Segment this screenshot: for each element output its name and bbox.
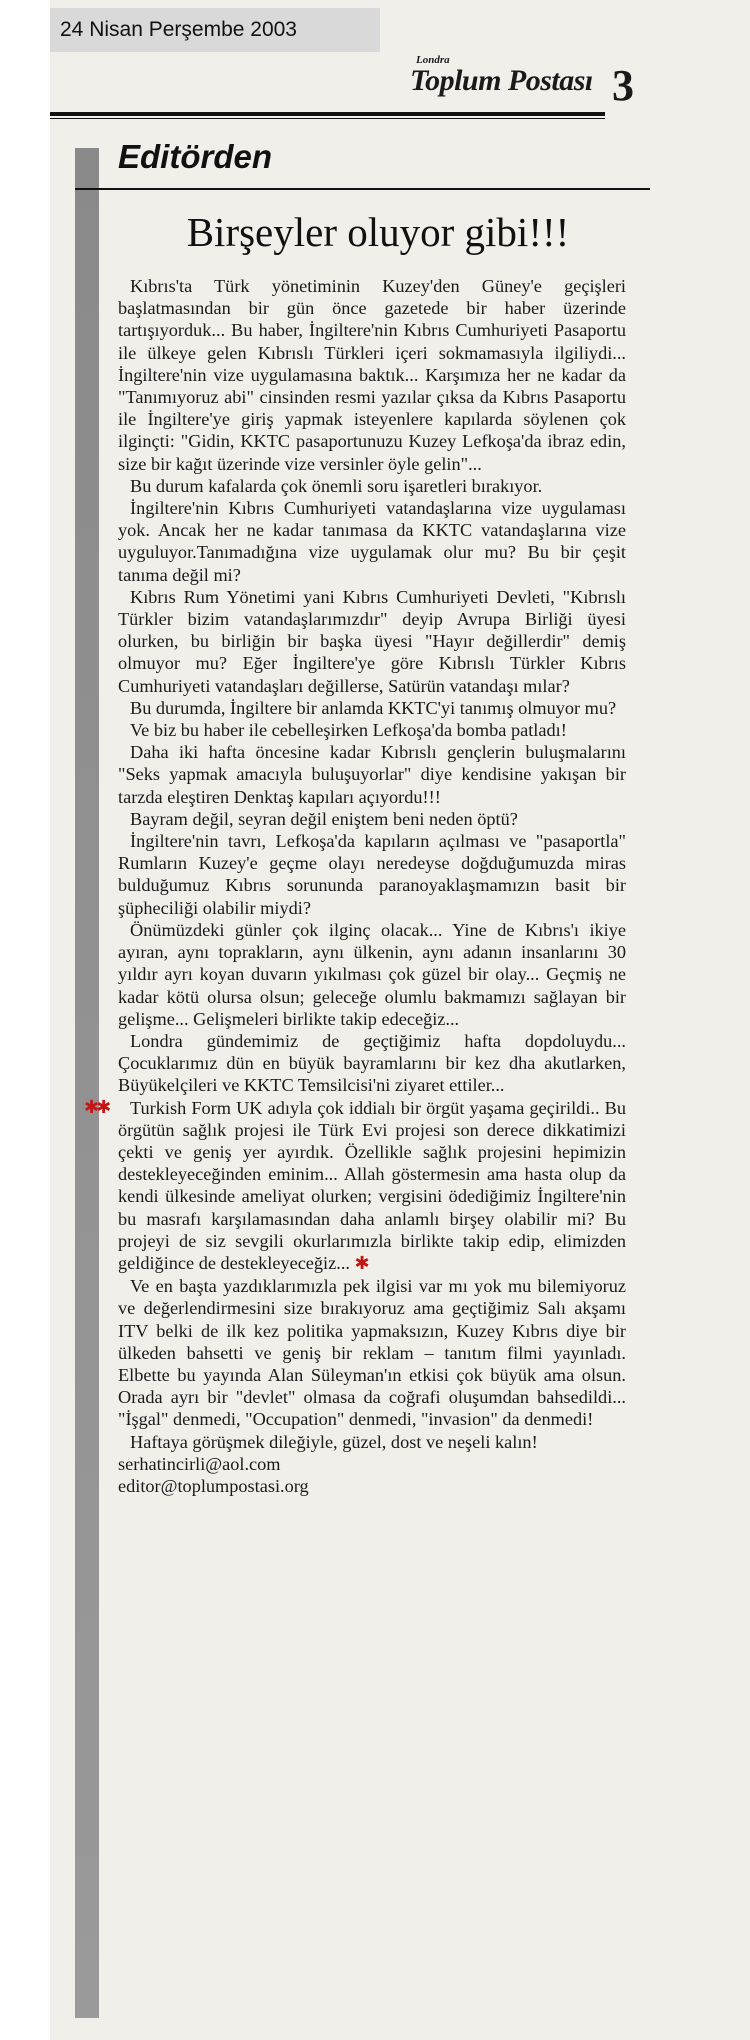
- headline: Birşeyler oluyor gibi!!!: [186, 209, 570, 255]
- paragraph: Ve en başta yazdıklarımızla pek ilgisi var mı yok mu bilemiyoruz ve değerlendirmesini size bırakıyoruz ama geçtiğimiz Salı akşamı ITV belki de ilk kez politika yapmaksızın, Kuzey Kıbrıs diye bir ülkeden bahsetti ve geniş bir reklam – tanıtım filmi yayınladı. Elbette bu yayında Alan Süleyman'ın etkisi çok büyük ama olsun. Orada ayrı bir "devlet" olmasa da coğrafi oluşumdan bahsedildi... "İşgal" denmedi, "Occupation" denmedi, "invasion" da denmedi!: [118, 1276, 626, 1430]
- paper-city: Londra: [416, 54, 450, 66]
- paper-name: Toplum Postası: [410, 64, 593, 97]
- issue-date: 24 Nisan Perşembe 2003: [50, 8, 380, 52]
- paragraph: İngiltere'nin tavrı, Lefkoşa'da kapıların açılması ve "pasaportla" Rumların Kuzey'e geçme olayı neredeyse doğduğumuzda miras bulduğumuz Kıbrıs sorununda paranoyaklaşmamızın basit bir şüpheciliği olabilir miydi?: [118, 831, 626, 918]
- paragraph: Bu durum kafalarda çok önemli soru işaretleri bırakıyor.: [130, 475, 543, 496]
- paragraph: Bu durumda, İngiltere bir anlamda KKTC'yi tanımış olmuyor mu?: [130, 697, 617, 718]
- red-asterisk-mark-icon: ✱: [354, 1252, 370, 1274]
- signature-email: editor@toplumpostasi.org: [118, 1475, 309, 1496]
- header-rule-thin: [50, 118, 605, 119]
- header-rule: [50, 112, 605, 116]
- column-sidebar-bar: [75, 148, 99, 2018]
- article-body: [84, 275, 626, 1497]
- paragraph: Bayram değil, seyran değil eniştem beni neden öptü?: [130, 808, 518, 829]
- paragraph: Daha iki hafta öncesine kadar Kıbrıslı gençlerin buluşmalarını "Seks yapmak amacıyla buluşuyorlar" diye kendisine yakışan bir tarzda eleştiren Denktaş kapıları açıyordu!!!: [118, 742, 626, 807]
- paragraph: Haftaya görüşmek dileğiyle, güzel, dost ve neşeli kalın!: [130, 1431, 538, 1452]
- paragraph: Önümüzdeki günler çok ilginç olacak... Yine de Kıbrıs'ı ikiye ayıran, aynı toprakların, aynı ülkenin, aynı adanın insanlarını 30 yıldır ayrı koyan duvarın yıkılması çok güzel bir olay... Geçmiş ne kadar kötü olursa olsun; geleceğe olumlu bakmamızı sağlayan bir gelişme... Gelişmeleri birlikte takip edeceğiz...: [118, 919, 626, 1029]
- section-rule: [75, 188, 650, 190]
- paragraph: İngiltere'nin Kıbrıs Cumhuriyeti vatandaşlarına vize uygulaması yok. Ancak her ne kadar tanımasa da KKTC vatandaşlarına vize uyguluyor.Tanımadığına vize uygulamak olur mu? Bu bir çeşit tanıma değil mi?: [118, 498, 626, 585]
- red-asterisk-mark-icon: ✱✱: [84, 1096, 109, 1118]
- section-title: Editörden: [118, 138, 272, 175]
- paragraph: Kıbrıs Rum Yönetimi yani Kıbrıs Cumhuriyeti Devleti, "Kıbrıslı Türkler bizim vatandaşlarımızdır" deyip Avrupa Birliği üyesi olurken, bu birliğin bir başka üyesi "Hayır değillerdir" demiş olmuyor mu? Eğer İngiltere'ye göre Kıbrıslı Türkler Kıbrıs Cumhuriyeti vatandaşları değillerse, Satürün vatandaşı mılar?: [118, 586, 626, 696]
- page-number: 3: [612, 61, 634, 110]
- paragraph: Ve biz bu haber ile cebelleşirken Lefkoşa'da bomba patladı!: [130, 720, 567, 741]
- paragraph: Kıbrıs'ta Türk yönetiminin Kuzey'den Güney'e geçişleri başlatmasından bir gün önce gazetede bir haber üzerinde tartışıyorduk... Bu haber, İngiltere'nin Kıbrıs Cumhuriyeti Pasaportu ile ülkeye gelen Kıbrıslı Türkleri içeri sokmamasıyla ilgiliydi... İngiltere'nin vize uygulamasına baktık... Karşımıza her ne kadar da "Tanımıyoruz abi" cinsinden resmi yazılar çıksa da Kıbrıs Pasaportu ile İngiltere'ye giriş yapmak isteyenlere kapılarda söylenen çok ilginçti: "Gidin, KKTC pasaportunuzu Kuzey Lefkoşa'da ibraz edin, size bir kağıt üzerinde vize versinler öyle gelin"...: [118, 276, 626, 474]
- paragraph-marked: [84, 1096, 626, 1276]
- paragraph: Londra gündemimiz de geçtiğimiz hafta dopdoluydu... Çocuklarımız dün en büyük bayramlarını bir kez dha akutlarken, Büyükelçileri ve KKTC Temsilcisi'ni ziyaret ettiler...: [118, 1030, 626, 1096]
- paragraph-text: Turkish Form UK adıyla çok iddialı bir örgüt yaşama geçirildi.. Bu örgütün sağlık projesi ile Türk Evi projesi son derece dikkatimizi çekti ve geniş yer ayırdık. Özellikle sağlık projesini hepimizin destekleyeceğinden eminim... Allah göstermesin ama hasta olup da kendi ülkesinde ameliyat olurken; vergisini ödediğimiz İngiltere'nin bu masrafı karşılamasından daha anlamlı birşey olabilir mi? Bu projeyi de siz sevgili okurlarımızla birlikte takip edip, elimizden geldiğince de destekleyeceğiz...: [118, 1097, 626, 1273]
- signature-email: serhatincirli@aol.com: [118, 1453, 281, 1474]
